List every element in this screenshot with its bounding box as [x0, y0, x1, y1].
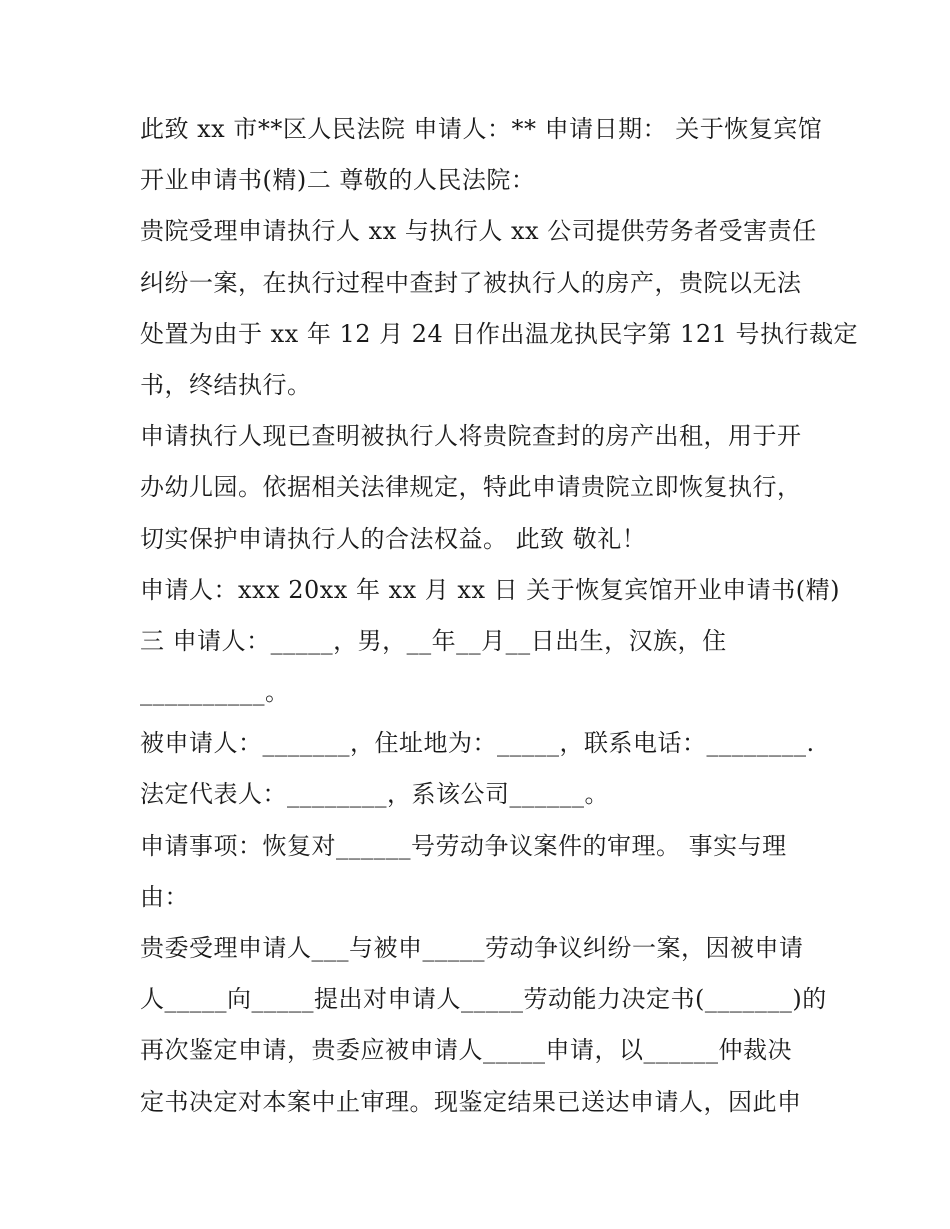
text-line: 开业申请书(精)二 尊敬的人民法院：	[140, 166, 536, 195]
text-line: 纠纷一案，在执行过程中查封了被执行人的房产，贵院以无法	[140, 268, 802, 297]
text-line: 贵委受理申请人___与被申_____劳动争议纠纷一案，因被申请	[140, 934, 804, 962]
text-line: 被申请人：_______，住址地为：_____，联系电话：________.	[140, 729, 815, 758]
text-line: 切实保护申请执行人的合法权益。 此致 敬礼！	[140, 524, 647, 553]
text-line: __________。	[140, 678, 290, 707]
text-line: 处置为由于 xx 年 12 月 24 日作出温龙执民字第 121 号执行裁定	[140, 319, 858, 348]
text-line: 申请执行人现已查明被执行人将贵院查封的房产出租，用于开	[140, 422, 802, 451]
text-line: 三 申请人：_____，男，__年__月__日出生，汉族，住	[140, 626, 727, 655]
text-line: 书，终结执行。	[140, 370, 312, 399]
text-line: 办幼儿园。依据相关法律规定，特此申请贵院立即恢复执行，	[140, 473, 802, 502]
text-line: 申请事项：恢复对______号劳动争议案件的审理。 事实与理	[140, 831, 787, 860]
text-line: 申请人：xxx 20xx 年 xx 月 xx 日 关于恢复宾馆开业申请书(精)	[140, 575, 840, 604]
text-line: 由：	[140, 882, 189, 911]
text-line: 此致 xx 市**区人民法院 申请人：** 申请日期： 关于恢复宾馆	[140, 115, 823, 143]
document-body	[140, 104, 858, 1128]
text-line: 定书决定对本案中止审理。现鉴定结果已送达申请人，因此申	[140, 1087, 802, 1116]
text-line: 再次鉴定申请，贵委应被申请人_____申请，以______仲裁决	[140, 1036, 792, 1065]
text-line: 法定代表人：________，系该公司______。	[140, 780, 609, 809]
text-line: 人_____向_____提出对申请人_____劳动能力决定书(_______)的	[140, 985, 827, 1014]
text-line: 贵院受理申请执行人 xx 与执行人 xx 公司提供劳务者受害责任	[140, 217, 817, 246]
